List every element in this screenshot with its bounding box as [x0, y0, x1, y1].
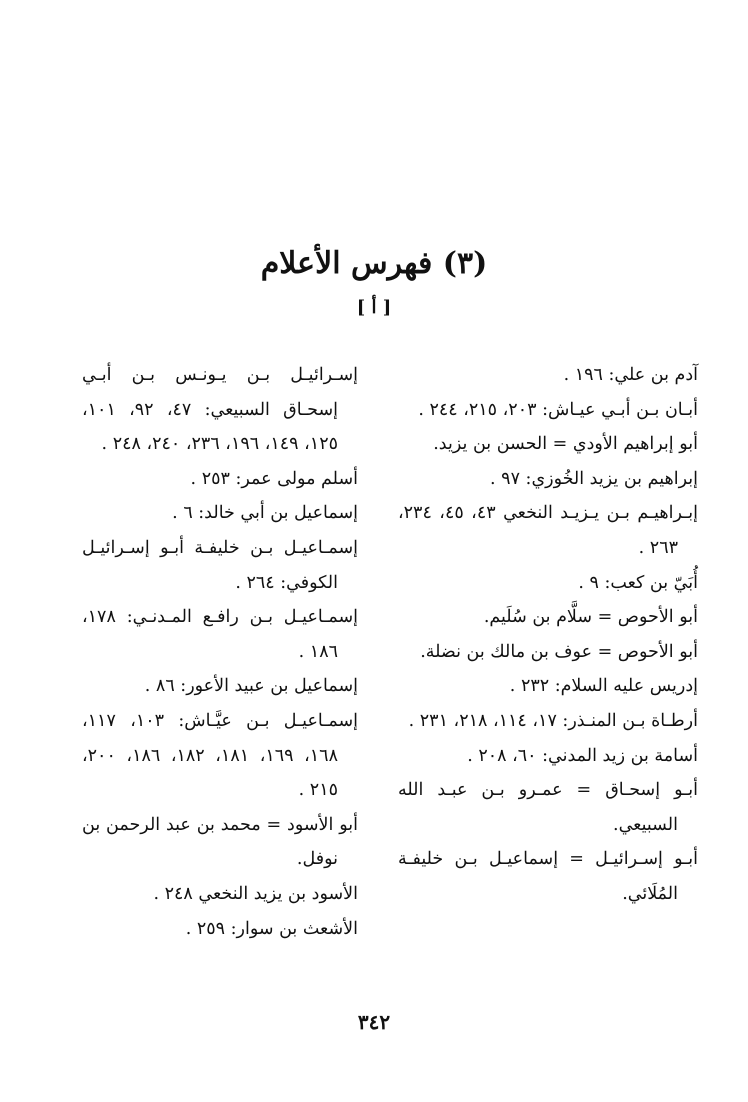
index-entry: الأشعث بن سوار: ٢٥٩ . [185, 918, 358, 939]
right-column [398, 358, 698, 912]
index-entry: أرطـاة بـن المنـذر: ١٧، ١١٤، ٢١٨، ٢٣١ . [408, 710, 698, 731]
left-column [82, 358, 358, 946]
index-entry: إسماعيل بن عبيد الأعور: ٨٦ . [144, 676, 358, 697]
index-entry: إسـرائيـل بـن يـونـس بـن أبـي إسحـاق السبيعي: ٤٧، ٩٢، ١٠١، ١٢٥، ١٤٩، ١٩٦، ٢٣٦، ٢٤٠، ٢٤٨ . [82, 365, 358, 455]
index-entry: الأسود بن يزيد النخعي ٢٤٨ . [153, 883, 358, 904]
index-entry: آدم بن علي: ١٩٦ . [563, 365, 698, 385]
index-entry: إسمـاعيـل بـن رافـع المـدنـي: ١٧٨، ١٨٦ . [82, 607, 358, 662]
index-title: (٣) فهرس الأعلام [260, 246, 488, 281]
index-entry: أبـو إسـرائيـل = إسماعيـل بـن خليفـة المُلَائي. [398, 849, 698, 904]
index-entry: أبو الأحوص = عوف بن مالك بن نضلة. [420, 641, 698, 662]
index-entry: إسمـاعيـل بـن خليفـة أبـو إسـرائيـل الكوفي: ٢٦٤ . [82, 537, 358, 593]
index-entry: أبـو إسحـاق = عمـرو بـن عبـد الله السبيعي. [398, 780, 698, 835]
index-entry: أسلم مولى عمر: ٢٥٣ . [190, 468, 358, 489]
index-entry: إسماعيل بن أبي خالد: ٦ . [172, 503, 358, 524]
index-entry: إبراهيم بن يزيد الخُوزي: ٩٧ . [490, 468, 698, 489]
index-entry: إبـراهيـم بـن يـزيـد النخعي ٤٣، ٤٥، ٢٣٤، ٢٦٣ . [398, 503, 698, 558]
index-entry: أبو إبراهيم الأودي = الحسن بن يزيد. [433, 434, 698, 455]
page-number: ٣٤٢ [357, 1010, 391, 1034]
index-entry: أبو الأسود = محمد بن عبد الرحمن بن نوفل. [82, 814, 358, 870]
index-entry: إسمـاعيـل بـن عيَّـاش: ١٠٣، ١١٧، ١٦٨، ١٦٩، ١٨١، ١٨٢، ١٨٦، ٢٠٠، ٢١٥ . [82, 710, 358, 801]
index-entry: أسامة بن زيد المدني: ٦٠، ٢٠٨ . [467, 745, 698, 766]
index-entry: إدريس عليه السلام: ٢٣٢ . [509, 676, 698, 697]
section-letter-heading: [ أ ] [356, 297, 392, 318]
index-entry: أبو الأحوص = سلَّام بن سُلَيم. [483, 607, 698, 628]
index-entry: أبـان بـن أبـي عيـاش: ٢٠٣، ٢١٥، ٢٤٤ . [418, 399, 698, 420]
index-entry: أُبَيّ بن كعب: ٩ . [578, 572, 698, 593]
